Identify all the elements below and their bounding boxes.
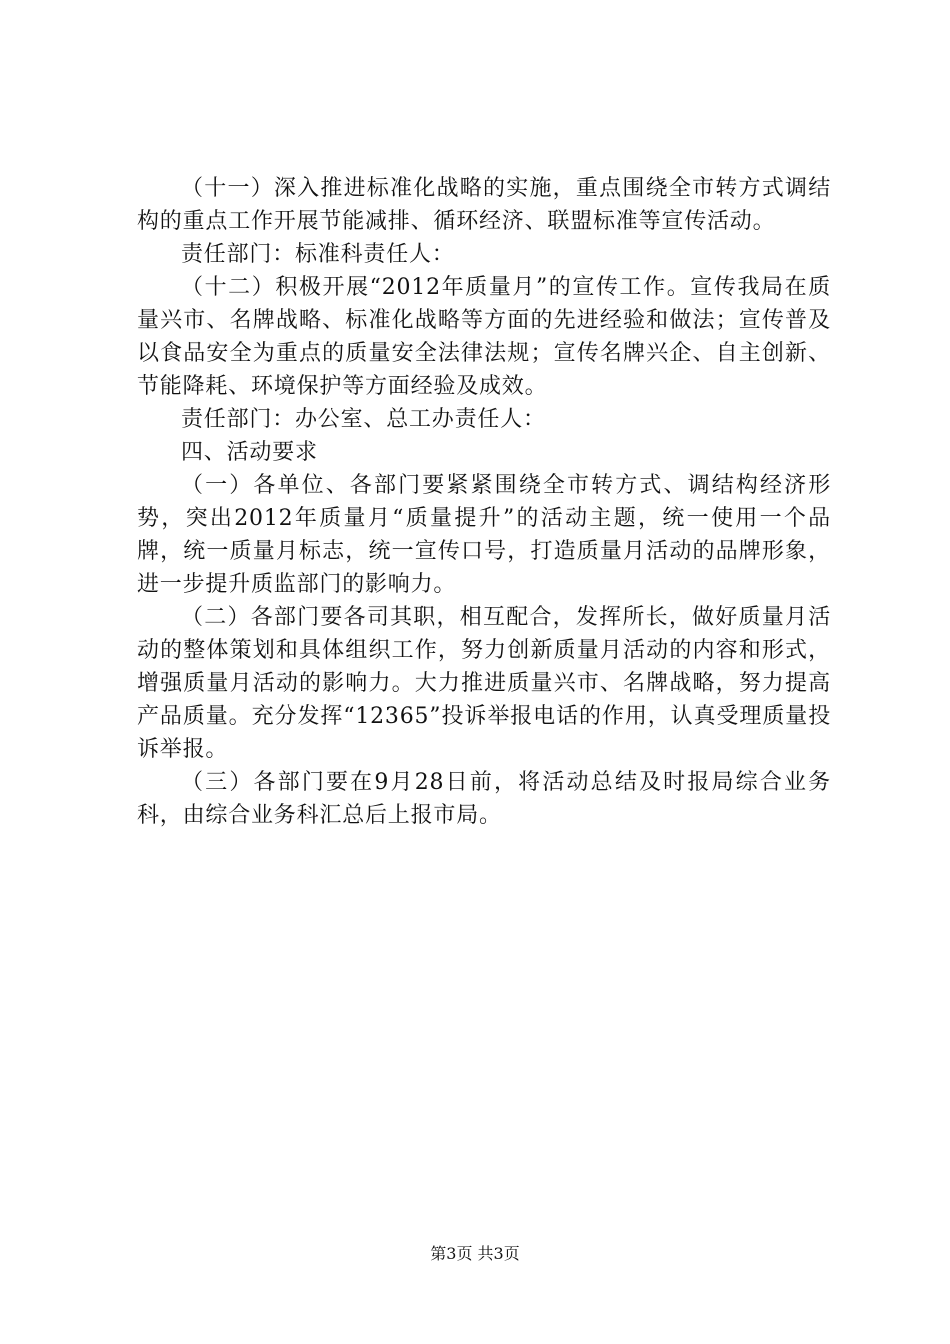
page-number-label: 第3页 共3页 xyxy=(430,1244,520,1263)
paragraph-requirement-3: （三）各部门要在9月28日前，将活动总结及时报局综合业务科，由综合业务科汇总后上报市局。 xyxy=(137,770,831,828)
paragraph-requirement-1: （一）各单位、各部门要紧紧围绕全市转方式、调结构经济形势，突出2012年质量月“质量提升”的活动主题，统一使用一个品牌，统一质量月标志，统一宣传口号，打造质量月活动的品牌形象，进一步提升质监部门的影响力。 xyxy=(137,473,831,597)
section-heading-requirements: 四、活动要求 xyxy=(181,440,318,465)
paragraph-standardization: （十一）深入推进标准化战略的实施，重点围绕全市转方式调结构的重点工作开展节能减排、循环经济、联盟标准等宣传活动。 xyxy=(137,176,831,234)
paragraph-responsible-office: 责任部门：办公室、总工办责任人： xyxy=(181,407,546,432)
page-footer xyxy=(0,1243,950,1265)
document-body xyxy=(137,172,831,832)
paragraph-quality-month-publicity: （十二）积极开展“2012年质量月”的宣传工作。宣传我局在质量兴市、名牌战略、标准化战略等方面的先进经验和做法；宣传普及以食品安全为重点的质量安全法律法规；宣传名牌兴企、自主创新、节能降耗、环境保护等方面经验及成效。 xyxy=(137,275,831,399)
paragraph-requirement-2: （二）各部门要各司其职，相互配合，发挥所长，做好质量月活动的整体策划和具体组织工作，努力创新质量月活动的内容和形式，增强质量月活动的影响力。大力推进质量兴市、名牌战略，努力提高产品质量。充分发挥“12365”投诉举报电话的作用，认真受理质量投诉举报。 xyxy=(137,605,831,762)
paragraph-responsible-standards: 责任部门：标准科责任人： xyxy=(181,242,455,267)
